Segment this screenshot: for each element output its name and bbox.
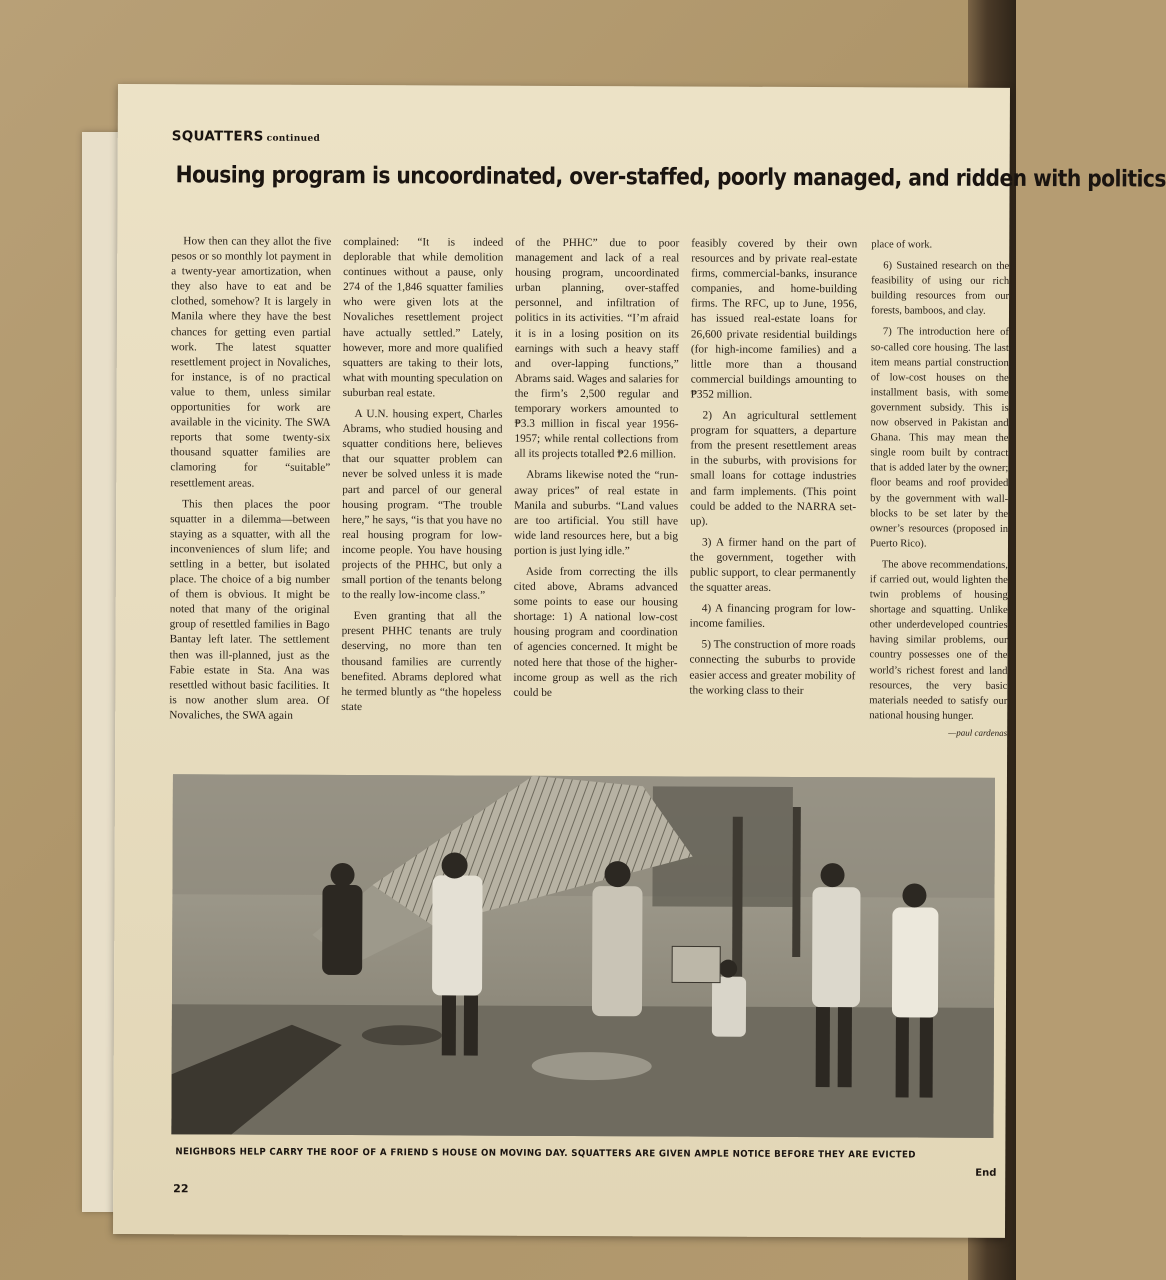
carried-box <box>672 946 720 982</box>
article-column-2 <box>341 235 503 722</box>
paragraph: A U.N. housing expert, Charles Abrams, who studied housing and squatter conditions here, believes that our squatter problem can never be solved unless it is made part and parcel of our general housing program. “The trouble here,” he says, “is that you have no real housing program for low-income people. You have housing projects of the PHHC, but only a small portion of the tenants belong to the really low-income class.” <box>341 408 503 602</box>
paragraph: 7) The introduction here of so-called core housing. The last item means partial construction of low-cost houses on the installment basis, with some government subsidy. This is now observed in Pakistan and Ghana. This may mean the single room built by contract that is added later by the owner; floor beams and roof provided by the government with wall-blocks to be set later by the owner’s resources (proposed in Puerto Rico). <box>869 326 1009 550</box>
paragraph: Abrams likewise noted the “run-away prices” of real estate in Manila and suburbs. “Land values are too artificial. You still have wide land resources here, but a big portion is just lying idle.” <box>513 469 679 558</box>
article-column-3 <box>513 236 679 708</box>
paragraph: 4) A financing program for low-income families. <box>689 602 856 631</box>
paragraph: Aside from correcting the ills cited above, Abrams advanced some points to ease our housing shortage: 1) A national low-cost housing program and coordination of agencies concerned. It might be noted here that those of the higher-income group as well as the rich could be <box>513 565 678 699</box>
headline: Housing program is uncoordinated, over-staffed, poorly managed, and ridden with politics <box>175 162 1166 193</box>
paragraph: 6) Sustained research on the feasibility of using our rich building resources from our forests, bamboos, and clay. <box>870 260 1010 318</box>
article-column-1 <box>169 234 331 730</box>
section-label <box>172 128 320 145</box>
paragraph: 3) A firmer hand on the part of the government, together with public support, to clear permanently the squatter areas. <box>689 536 857 594</box>
section-continued: continued <box>266 133 321 144</box>
news-photo <box>171 774 995 1138</box>
paragraph: 5) The construction of more roads connecting the suburbs to provide easier access and greater mobility of the working class to their <box>689 638 856 697</box>
photo-caption: NEIGHBORS HELP CARRY THE ROOF OF A FRIEND S HOUSE ON MOVING DAY. SQUATTERS ARE GIVEN AMPLE NOTICE BEFORE THEY ARE EVICTED <box>175 1146 916 1161</box>
post <box>792 807 801 957</box>
section-label-text: SQUATTERS <box>171 128 264 145</box>
paragraph: place of work. <box>871 239 933 251</box>
paragraph: of the PHHC” due to poor management and lack of a real housing program, uncoordinated urban planning, over-staffed personnel, and infiltration of politics in its activities. “I’m afraid it is in a losing position on its earnings with such a heavy staff and over-lapping functions,” Abrams said. Wages and salaries for the firm’s 2,500 regular and temporary workers amounted to ₱3.3 million in fiscal year 1956-1957; while rental collections from all its projects totalled ₱2.6 million. <box>514 236 680 461</box>
paragraph: How then can they allot the five pesos or so monthly lot payment in a twenty-year amortization, when they also have to eat and be clothed, somehow? It is largely in Manila where they have the best chances for getting even partial work. The latest squatter resettlement project in Novaliches, for instance, is of no practical value to them, unless similar opportunities for work are available in the vicinity. The SWA reports that some twenty-six thousand squatter families are clamoring for “suitable” resettlement areas. <box>170 235 332 490</box>
paragraph: 2) An agricultural settlement program for squatters, a departure from the present resettlement areas in the suburbs, with provisions for small loans for cottage industries and farm implements. (This point could be added to the NARRA set-up). <box>690 409 857 528</box>
byline: —paul cardenas <box>948 727 1008 738</box>
paragraph: complained: “It is indeed deplorable that while demolition continues without a pause, only 274 of the 1,846 squatter families who were given lots at the Novaliches resettlement project have actually settled.” Lately, however, more and more qualified squatters are taking to their lots, what with mounting speculation on suburban real estate. <box>342 235 504 400</box>
paragraph: Even granting that all the present PHHC tenants are truly deserving, no more than ten thousand families are currently benefited. Abrams deplored what he termed bluntly as “the hopeless state <box>341 610 502 713</box>
paragraph: This then places the poor squatter in a dilemma—between staying as a squatter, with all the inconveniences of slum life; and settling in a better, but isolated place. The choice of a big number of them is obvious. It might be noted that many of the original group of resettled families in Bago Bantay left later. The settlement then was ill-planned, just as the Fabie estate in Sta. Ana was resettled without basic facilities. It is now another slum area. Of Novaliches, the SWA again <box>169 497 331 722</box>
end-mark: End <box>975 1167 997 1179</box>
paragraph: feasibly covered by their own resources and by private real-estate firms, commercial-banks, insurance companies, and home-building firms. The RFC, up to June, 1956, has issued real-estate loans for 26,600 private residential buildings (for high-income families) and a little more than a thousand commercial buildings amounting to ₱352 million. <box>690 237 858 401</box>
post <box>732 817 743 977</box>
photo-illustration <box>171 774 995 1138</box>
page-number: 22 <box>173 1182 189 1196</box>
paragraph: The above recommendations, if carried out, would lighten the twin problems of housing shortage and squatting. Unlike other underdeveloped countries having similar problems, our country possesses one of the world’s richest forest and land resources, the very basic materials needed to satisfy our national housing hunger. <box>869 559 1008 722</box>
article-column-5 <box>869 237 1009 741</box>
magazine-page <box>113 84 1166 1238</box>
article-column-4 <box>689 237 857 705</box>
